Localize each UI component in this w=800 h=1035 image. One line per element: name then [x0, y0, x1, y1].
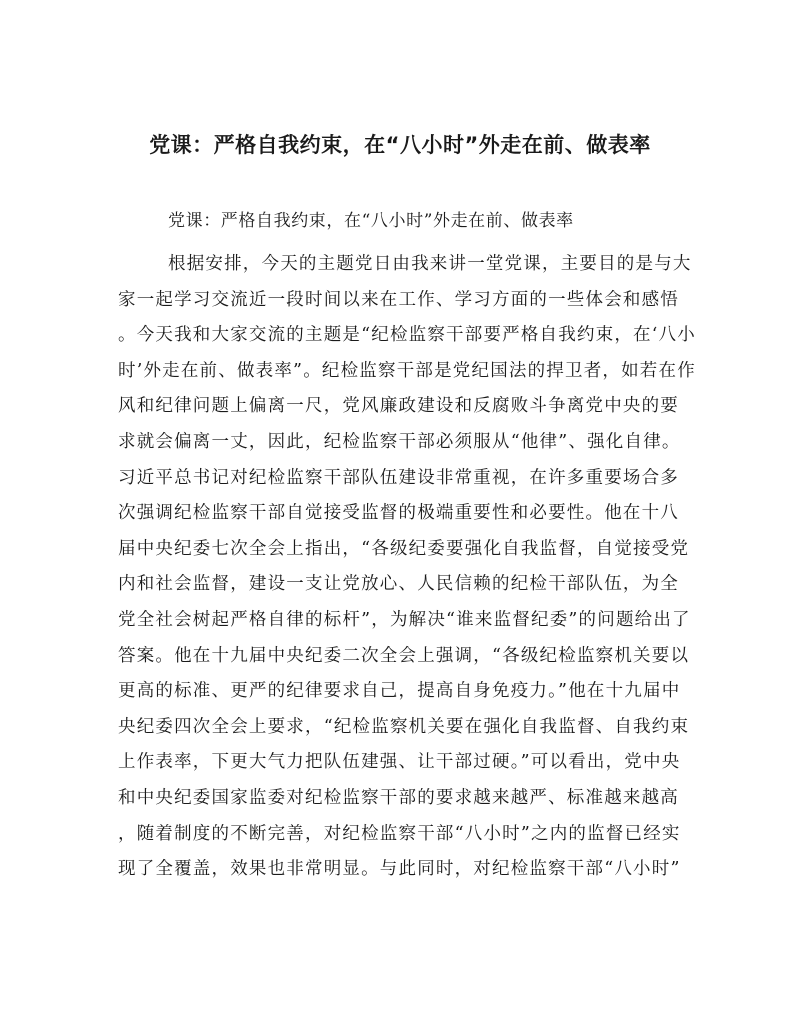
body-line: 家一起学习交流近一段时间以来在工作、学习方面的一些体会和感悟: [118, 289, 679, 310]
body-line: 现了全覆盖，效果也非常明显。与此同时，对纪检监察干部“八小时”: [118, 859, 681, 880]
body-line: 求就会偏离一丈，因此，纪检监察干部必须服从“他律”、强化自律。: [118, 431, 681, 452]
body-line: 习近平总书记对纪检监察干部队伍建设非常重视，在许多重要场合多: [118, 467, 679, 488]
body-line: 和中央纪委国家监委对纪检监察干部的要求越来越严、标准越来越高: [118, 787, 679, 808]
body-line: 。今天我和大家交流的主题是“纪检监察干部要严格自我约束，在‘八小: [118, 325, 696, 346]
body-line: 上作表率，下更大气力把队伍建强、让干部过硬。”可以看出，党中央: [118, 752, 681, 773]
document-subtitle: 党课：严格自我约束，在“八小时”外走在前、做表率: [168, 211, 574, 231]
body-line: 时’外走在前、做表率”。纪检监察干部是党纪国法的捍卫者，如若在作: [118, 360, 696, 381]
body-line: 风和纪律问题上偏离一尺，党风廉政建设和反腐败斗争离党中央的要: [118, 396, 679, 417]
body-line: 根据安排，今天的主题党日由我来讲一堂党课，主要目的是与大: [168, 254, 692, 274]
body-text: [118, 247, 696, 888]
body-line: 党全社会树起严格自律的标杆”，为解决“谁来监督纪委”的问题给出了: [118, 609, 691, 630]
body-line: ，随着制度的不断完善，对纪检监察干部“八小时”之内的监督已经实: [118, 823, 681, 844]
body-line: 届中央纪委七次全会上指出，“各级纪委要强化自我监督，自觉接受党: [118, 538, 690, 559]
body-line: 更高的标准、更严的纪律要求自己，提高自身免疫力。”他在十九届中: [118, 681, 681, 702]
body-line: 答案。他在十九届中央纪委二次全会上强调，“各级纪检监察机关要以: [118, 645, 690, 666]
document-title: 党课：严格自我约束，在“八小时”外走在前、做表率: [149, 133, 651, 157]
body-line: 内和社会监督，建设一支让党放心、人民信赖的纪检干部队伍，为全: [118, 574, 679, 595]
body-line: 次强调纪检监察干部自觉接受监督的极端重要性和必要性。他在十八: [118, 503, 679, 524]
body-line: 央纪委四次全会上要求，“纪检监察机关要在强化自我监督、自我约束: [118, 716, 690, 737]
